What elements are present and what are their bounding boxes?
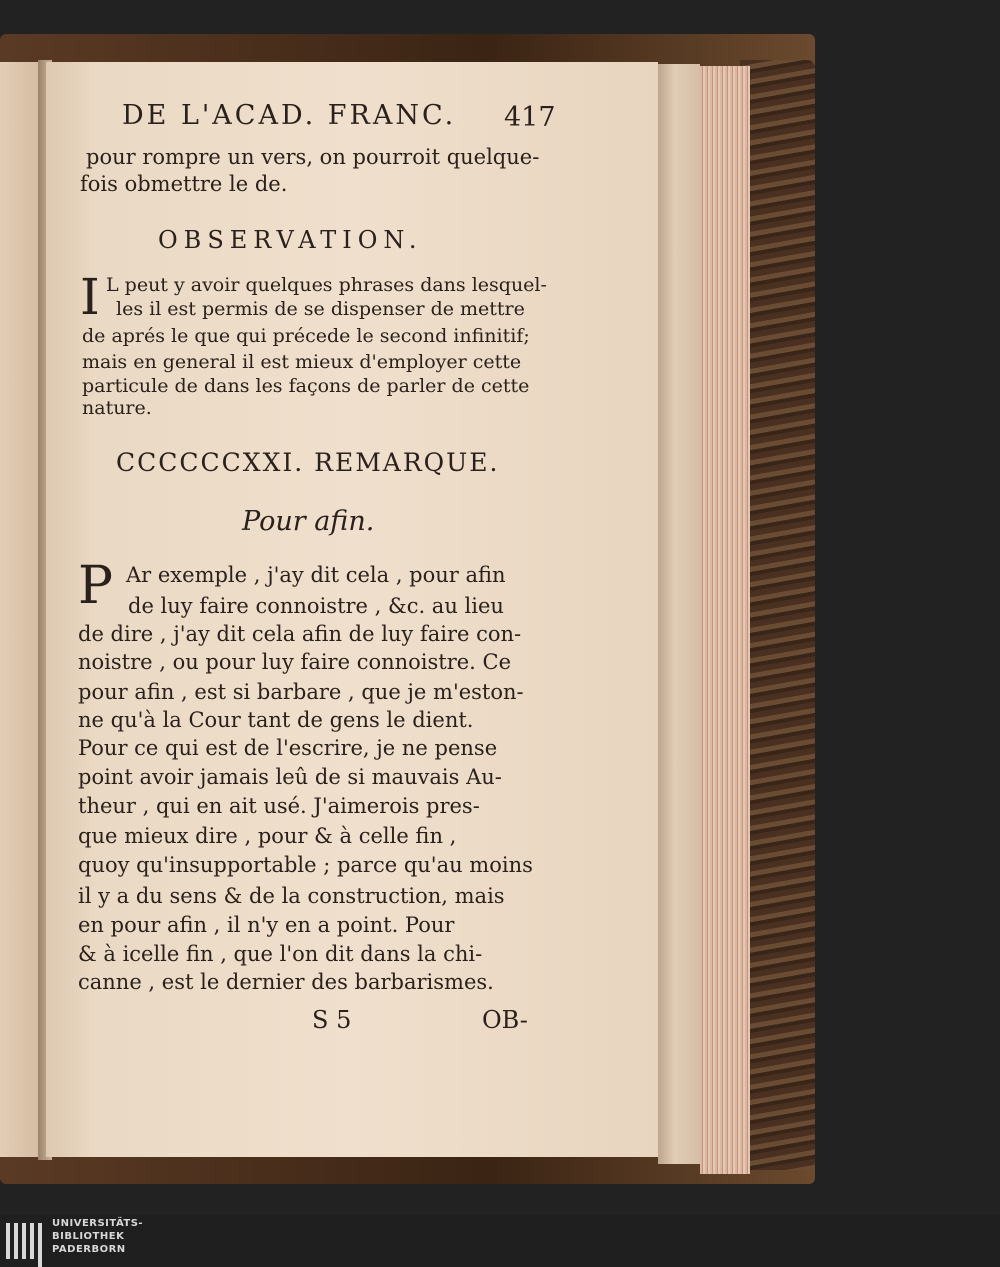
body-line: ne qu'à la Cour tant de gens le dient. (78, 708, 474, 732)
cover-edge (740, 60, 815, 1170)
continuation-line: fois obmettre le de. (80, 172, 288, 196)
page-number: 417 (504, 102, 556, 133)
body-line: & à icelle fin , que l'on dit dans la chi- (78, 942, 483, 966)
body-line: pour afin , est si barbare , que je m'eston- (78, 680, 524, 704)
library-logo-text: BIBLIOTHEK (52, 1231, 125, 1242)
library-logo-text: PADERBORN (52, 1244, 126, 1255)
body-line: en pour afin , il n'y en a point. Pour (78, 913, 455, 937)
catchword: OB- (482, 1006, 528, 1034)
observation-heading: OBSERVATION. (158, 226, 423, 254)
remarque-heading: CCCCCCXXI. REMARQUE. (116, 448, 500, 477)
body-line: que mieux dire , pour & à celle fin , (78, 824, 457, 848)
body-line: Pour ce qui est de l'escrire, je ne pense (78, 736, 498, 760)
continuation-line: pour rompre un vers, on pourroit quelque- (86, 145, 540, 169)
running-head: DE L'ACAD. FRANC. (122, 100, 457, 131)
body-line: Ar exemple , j'ay dit cela , pour afin (126, 563, 506, 587)
fore-edge (700, 66, 750, 1174)
observation-line: mais en general il est mieux d'employer cette (82, 351, 522, 373)
remarque-title: Pour afin. (242, 506, 375, 537)
body-line: de dire , j'ay dit cela afin de luy faire con- (78, 622, 522, 646)
drop-cap: P (78, 556, 113, 616)
body-line: theur , qui en ait usé. J'aimerois pres- (78, 794, 480, 818)
signature-mark: S 5 (312, 1006, 352, 1034)
body-line: canne , est le dernier des barbarismes. (78, 970, 494, 994)
body-line: il y a du sens & de la construction, mais (78, 884, 505, 908)
body-line: noistre , ou pour luy faire connoistre. Ce (78, 650, 512, 674)
observation-line: nature. (82, 397, 152, 419)
body-line: de luy faire connoistre , &c. au lieu (128, 594, 504, 618)
library-logo-text: UNIVERSITÄTS- (52, 1218, 144, 1229)
observation-line: de aprés le que qui précede le second infinitif; (82, 325, 530, 347)
library-logo-icon (6, 1223, 44, 1259)
body-line: point avoir jamais leû de si mauvais Au- (78, 765, 502, 789)
page-curl (658, 64, 700, 1164)
drop-cap: I (80, 268, 100, 326)
footer-bar (0, 1215, 1000, 1265)
observation-line: particule de dans les façons de parler de cette (82, 375, 530, 397)
body-line: quoy qu'insupportable ; parce qu'au moins (78, 853, 533, 877)
observation-line: L peut y avoir quelques phrases dans lesquel- (106, 274, 547, 296)
observation-line: les il est permis de se dispenser de mettre (116, 298, 525, 320)
